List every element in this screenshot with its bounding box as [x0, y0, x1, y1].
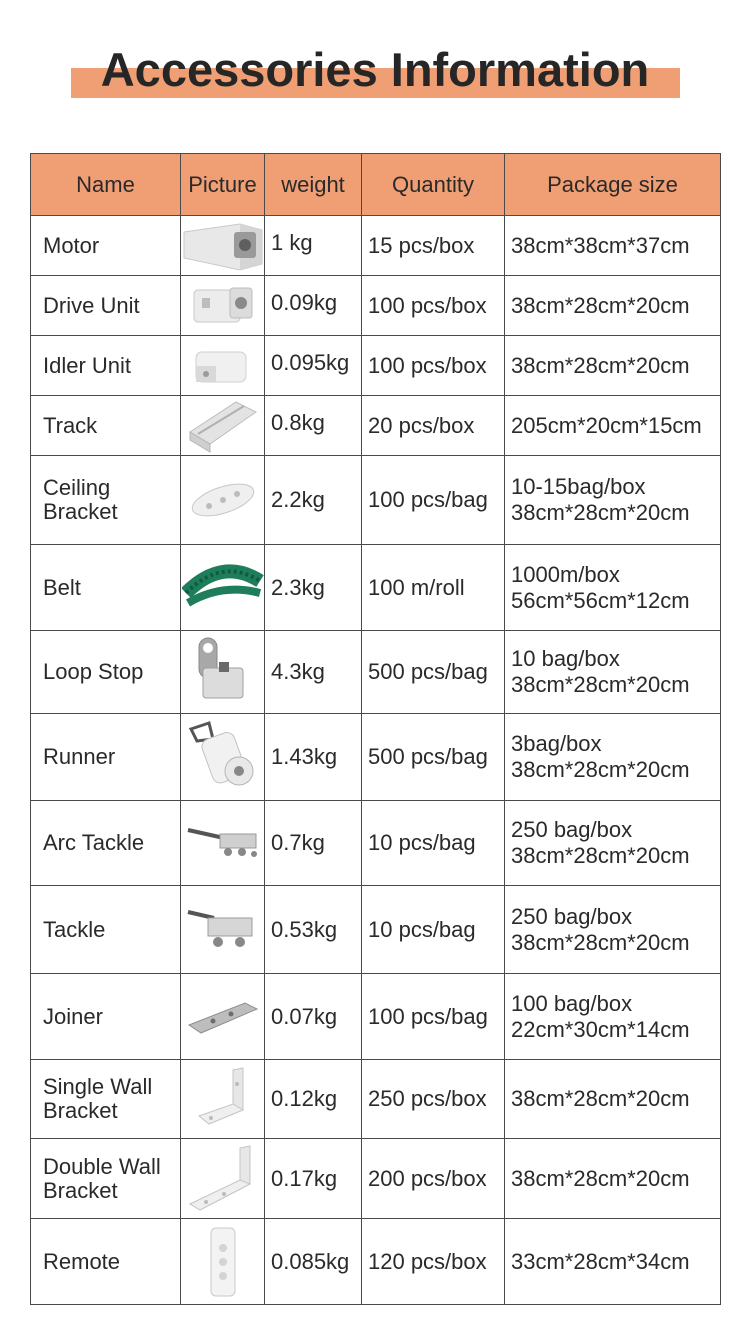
table-row-motor: [31, 216, 721, 276]
cell-package-size: [505, 1139, 721, 1219]
cell-weight: 4.3kg: [265, 631, 362, 714]
column-header-quantity: Quantity: [362, 154, 505, 216]
table-row-belt: [31, 545, 721, 631]
cell-name: Belt: [31, 545, 181, 631]
tackle-icon: [181, 906, 264, 954]
cell-picture: [181, 631, 265, 714]
cell-quantity: 20 pcs/box: [362, 396, 505, 456]
package-size-line: 250 bag/box: [511, 903, 633, 929]
cell-picture: [181, 1139, 265, 1219]
table-row-remote: [31, 1219, 721, 1305]
cell-name: Ceiling Bracket: [31, 456, 181, 545]
table-row-double-wall-bracket: [31, 1139, 721, 1219]
package-size-line: 38cm*28cm*20cm: [511, 929, 690, 955]
cell-name: Remote: [31, 1219, 181, 1305]
arc-tackle-icon: [181, 822, 264, 864]
table-row-track: [31, 396, 721, 456]
ceiling-bracket-icon: [181, 476, 264, 524]
remote-icon: [181, 1224, 264, 1300]
package-size-line: 38cm*28cm*20cm: [511, 292, 690, 318]
cell-weight: 0.095kg: [265, 336, 362, 396]
cell-package-size: [505, 714, 721, 801]
motor-icon: [181, 218, 264, 274]
table-row-tackle: [31, 886, 721, 974]
cell-package-size: [505, 336, 721, 396]
cell-weight: 1 kg: [265, 216, 362, 276]
cell-quantity: 100 pcs/bag: [362, 974, 505, 1060]
cell-name: Motor: [31, 216, 181, 276]
cell-weight: 2.2kg: [265, 456, 362, 545]
cell-weight: 0.085kg: [265, 1219, 362, 1305]
package-size-line: 38cm*28cm*20cm: [511, 1086, 690, 1111]
package-size-line: 100 bag/box: [511, 990, 633, 1016]
cell-quantity: 120 pcs/box: [362, 1219, 505, 1305]
cell-quantity: 10 pcs/bag: [362, 801, 505, 886]
cell-package-size: [505, 396, 721, 456]
cell-picture: [181, 974, 265, 1060]
table-row-idler-unit: [31, 336, 721, 396]
cell-weight: 0.09kg: [265, 276, 362, 336]
cell-package-size: [505, 1219, 721, 1305]
package-size-line: 250 bag/box: [511, 817, 633, 842]
package-size-line: 10-15bag/box: [511, 474, 646, 499]
package-size-line: 205cm*20cm*15cm: [511, 412, 702, 438]
cell-package-size: [505, 1060, 721, 1139]
cell-name: Single Wall Bracket: [31, 1060, 181, 1139]
cell-quantity: 100 pcs/bag: [362, 456, 505, 545]
cell-quantity: 100 pcs/box: [362, 336, 505, 396]
cell-quantity: 10 pcs/bag: [362, 886, 505, 974]
cell-weight: 0.07kg: [265, 974, 362, 1060]
cell-weight: 0.12kg: [265, 1060, 362, 1139]
package-size-line: 3bag/box: [511, 731, 602, 756]
cell-weight: 0.53kg: [265, 886, 362, 974]
cell-name: Runner: [31, 714, 181, 801]
cell-name: Drive Unit: [31, 276, 181, 336]
column-header-package-size: Package size: [505, 154, 721, 216]
title-banner: [0, 40, 750, 120]
package-size-line: 38cm*28cm*20cm: [511, 1165, 690, 1191]
package-size-line: 56cm*56cm*12cm: [511, 587, 690, 613]
column-header-picture: Picture: [181, 154, 265, 216]
cell-picture: [181, 1060, 265, 1139]
loop-stop-icon: [181, 634, 264, 710]
cell-picture: [181, 216, 265, 276]
cell-name: Loop Stop: [31, 631, 181, 714]
drive-unit-icon: [181, 282, 264, 330]
cell-picture: [181, 396, 265, 456]
table-row-runner: [31, 714, 721, 801]
cell-weight: 2.3kg: [265, 545, 362, 631]
belt-icon: [181, 563, 264, 613]
table-row-single-wall-bracket: [31, 1060, 721, 1139]
cell-name: Track: [31, 396, 181, 456]
page-title: Accessories Information: [100, 43, 650, 96]
track-icon: [181, 398, 264, 454]
package-size-line: 1000m/box: [511, 561, 620, 587]
cell-picture: [181, 336, 265, 396]
package-size-line: 38cm*28cm*20cm: [511, 672, 690, 697]
cell-picture: [181, 545, 265, 631]
cell-weight: 0.17kg: [265, 1139, 362, 1219]
table-header-row: [31, 154, 721, 216]
cell-quantity: 500 pcs/bag: [362, 714, 505, 801]
table-row-drive-unit: [31, 276, 721, 336]
idler-unit-icon: [181, 342, 264, 390]
column-header-weight: weight: [265, 154, 362, 216]
cell-name: Arc Tackle: [31, 801, 181, 886]
cell-package-size: [505, 631, 721, 714]
cell-package-size: [505, 886, 721, 974]
package-size-line: 38cm*28cm*20cm: [511, 352, 690, 378]
cell-quantity: 200 pcs/box: [362, 1139, 505, 1219]
cell-weight: 0.7kg: [265, 801, 362, 886]
accessories-table: [30, 153, 721, 1305]
cell-picture: [181, 714, 265, 801]
cell-package-size: [505, 974, 721, 1060]
package-size-line: 33cm*28cm*34cm: [511, 1248, 690, 1274]
package-size-line: 38cm*28cm*20cm: [511, 843, 690, 868]
package-size-line: 38cm*28cm*20cm: [511, 757, 690, 782]
cell-package-size: [505, 545, 721, 631]
table-row-joiner: [31, 974, 721, 1060]
cell-package-size: [505, 216, 721, 276]
single-wall-bracket-icon: [181, 1064, 264, 1134]
cell-package-size: [505, 801, 721, 886]
table-row-arc-tackle: [31, 801, 721, 886]
cell-package-size: [505, 276, 721, 336]
package-size-line: 38cm*38cm*37cm: [511, 232, 690, 258]
cell-quantity: 100 m/roll: [362, 545, 505, 631]
table-row-ceiling-bracket: [31, 456, 721, 545]
cell-name: Idler Unit: [31, 336, 181, 396]
cell-name: Joiner: [31, 974, 181, 1060]
cell-quantity: 250 pcs/box: [362, 1060, 505, 1139]
table-row-loop-stop: [31, 631, 721, 714]
column-header-name: Name: [31, 154, 181, 216]
cell-picture: [181, 1219, 265, 1305]
joiner-icon: [181, 997, 264, 1037]
cell-package-size: [505, 456, 721, 545]
cell-weight: 1.43kg: [265, 714, 362, 801]
package-size-line: 10 bag/box: [511, 646, 620, 671]
cell-picture: [181, 801, 265, 886]
cell-name: Tackle: [31, 886, 181, 974]
cell-picture: [181, 886, 265, 974]
cell-picture: [181, 456, 265, 545]
cell-quantity: 500 pcs/bag: [362, 631, 505, 714]
cell-weight: 0.8kg: [265, 396, 362, 456]
package-size-line: 38cm*28cm*20cm: [511, 500, 690, 525]
runner-icon: [181, 719, 264, 795]
cell-quantity: 15 pcs/box: [362, 216, 505, 276]
package-size-line: 22cm*30cm*14cm: [511, 1016, 690, 1042]
double-wall-bracket-icon: [181, 1144, 264, 1214]
cell-name: Double Wall Bracket: [31, 1139, 181, 1219]
cell-picture: [181, 276, 265, 336]
cell-quantity: 100 pcs/box: [362, 276, 505, 336]
